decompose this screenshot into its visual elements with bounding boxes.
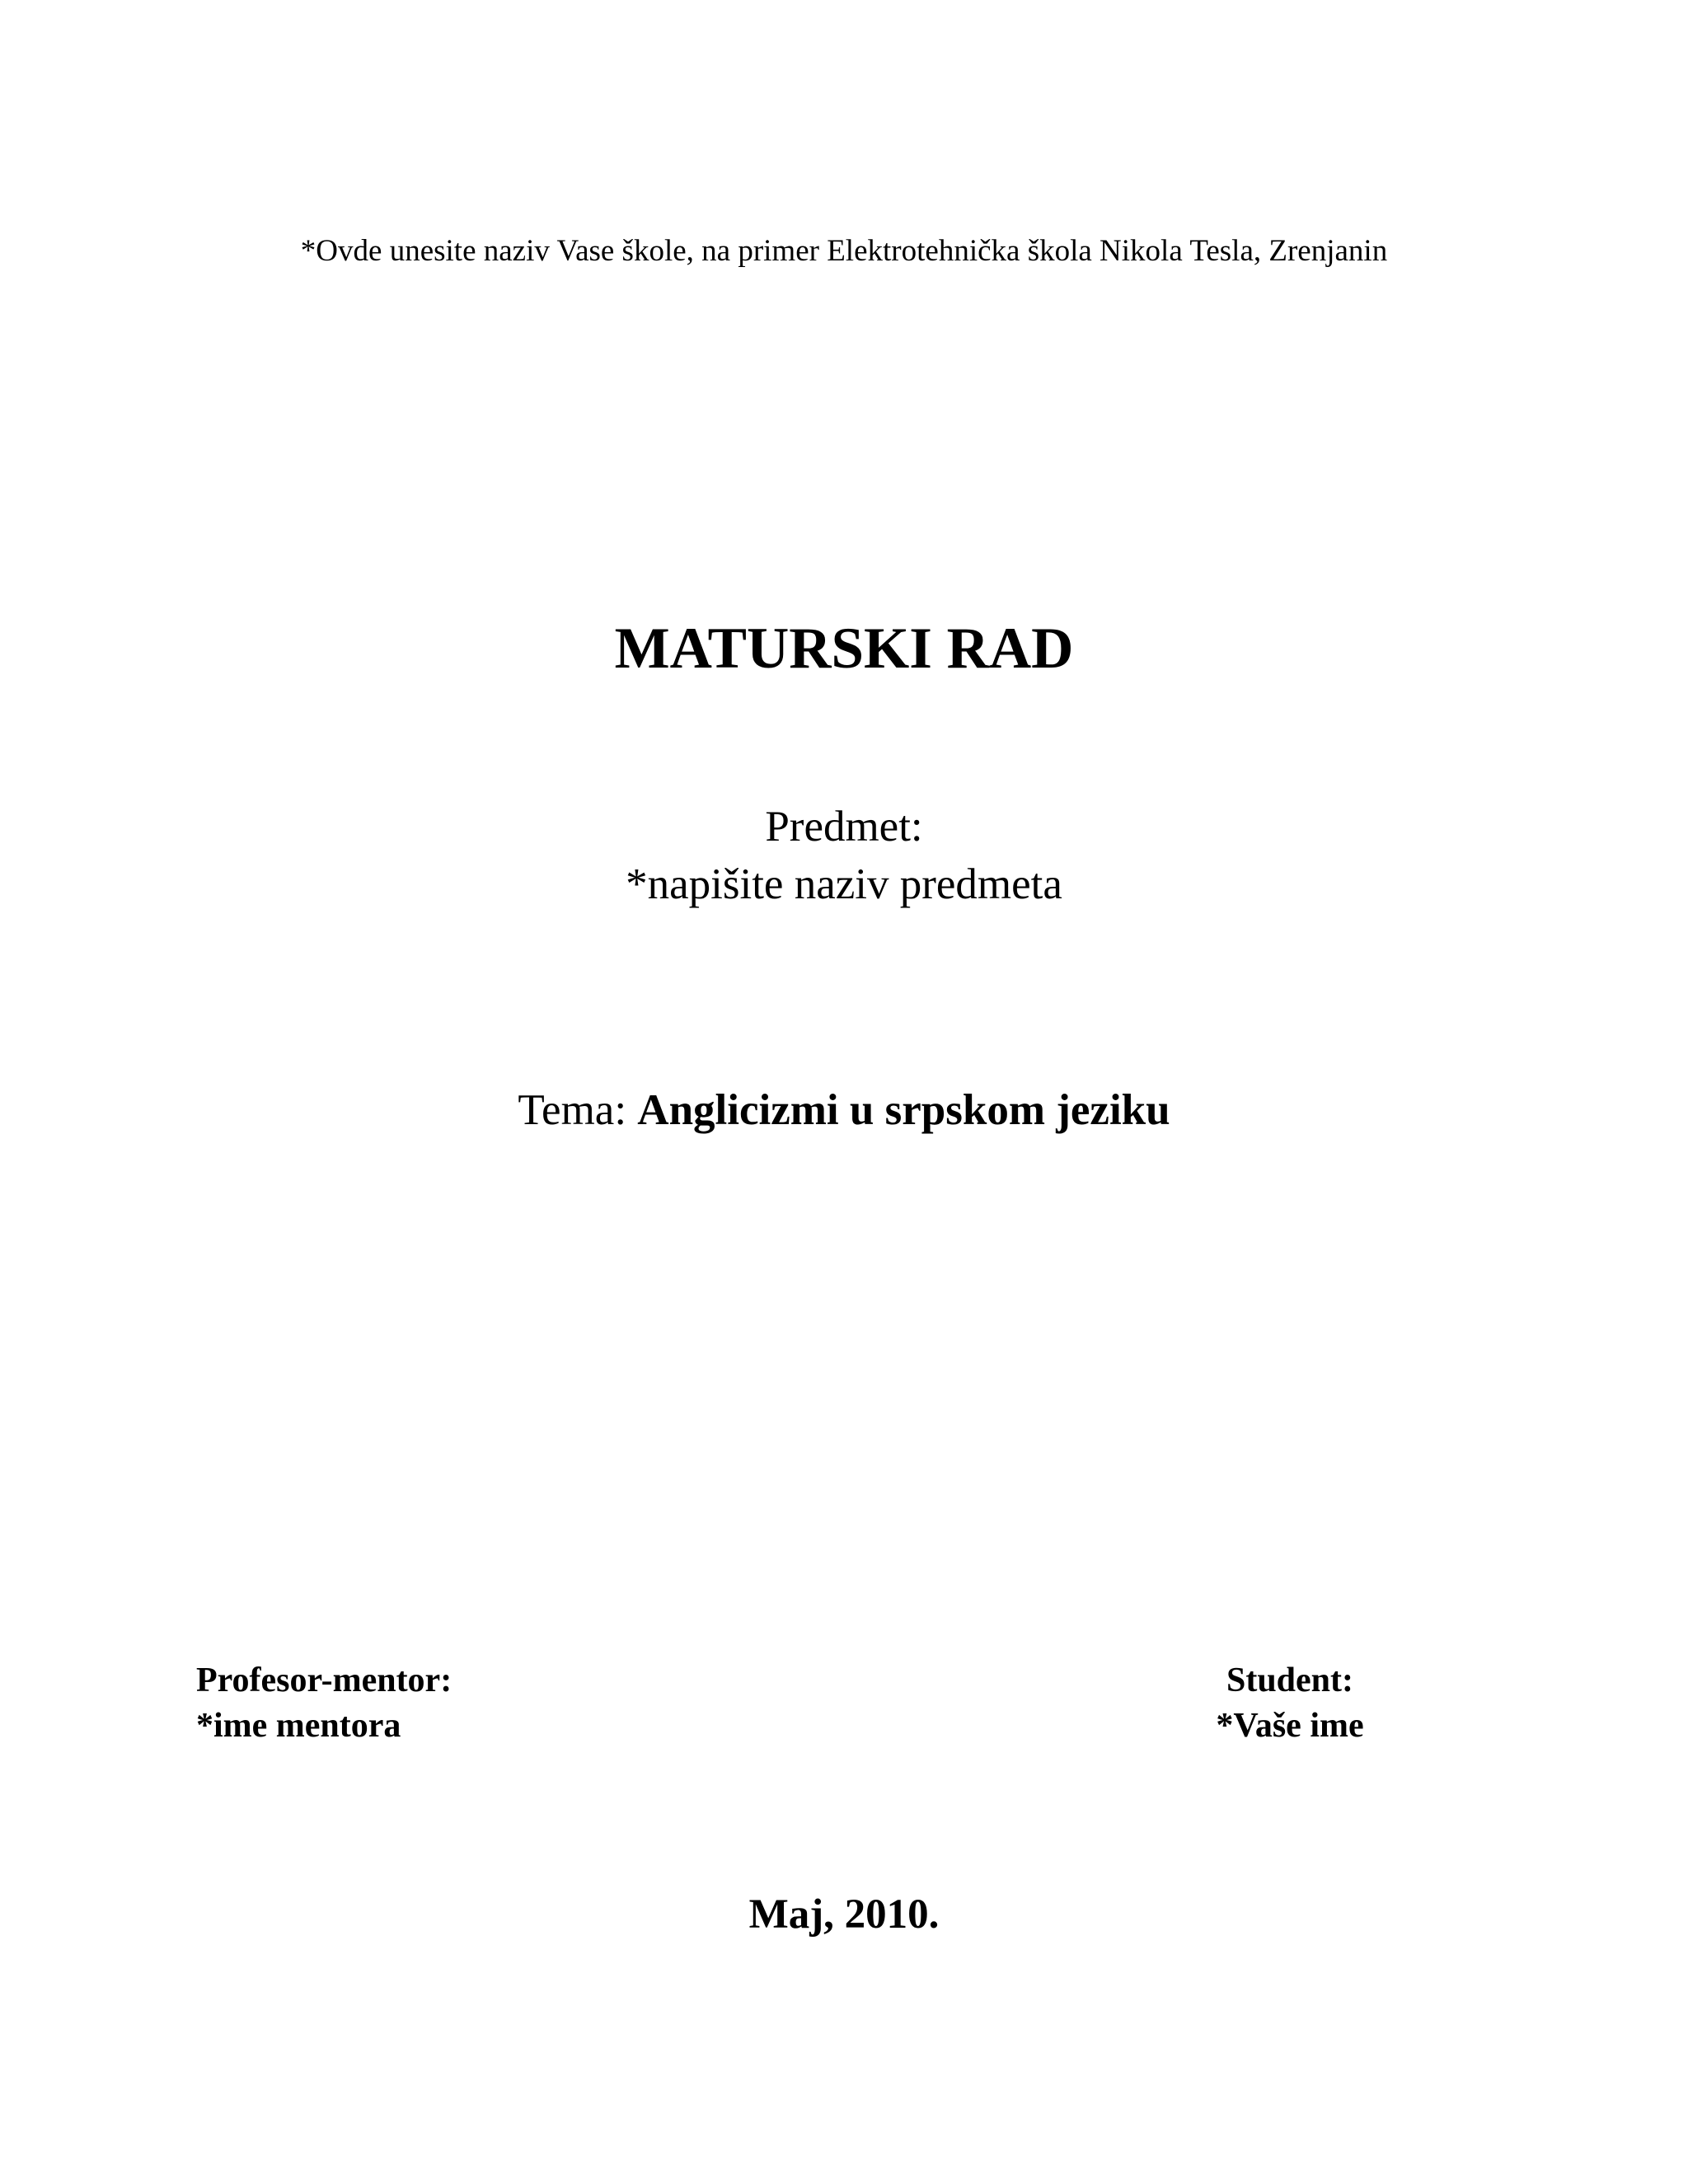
subject-value: *napišite naziv predmeta [626,860,1062,908]
subject-label: Predmet: [765,803,923,851]
mentor-block [196,1658,452,1749]
topic-label: Tema: [518,1086,627,1134]
document-date: Maj, 2010. [748,1891,940,1938]
subject-block [0,798,1688,913]
topic-line [0,1081,1688,1139]
student-name: *Vaše ime [1216,1707,1364,1745]
topic-value: Anglicizmi u srpskom jeziku [637,1086,1170,1134]
mentor-name: *ime mentora [196,1707,401,1745]
document-title: MATURSKI RAD [614,616,1074,681]
student-label: Student: [1226,1661,1354,1699]
school-name-placeholder: *Ovde unesite naziv Vase škole, na primer Elektrotehnička škola Nikola Tesla, Zrenjanin [300,234,1388,268]
student-block [1154,1658,1426,1749]
mentor-label: Profesor-mentor: [196,1661,452,1699]
